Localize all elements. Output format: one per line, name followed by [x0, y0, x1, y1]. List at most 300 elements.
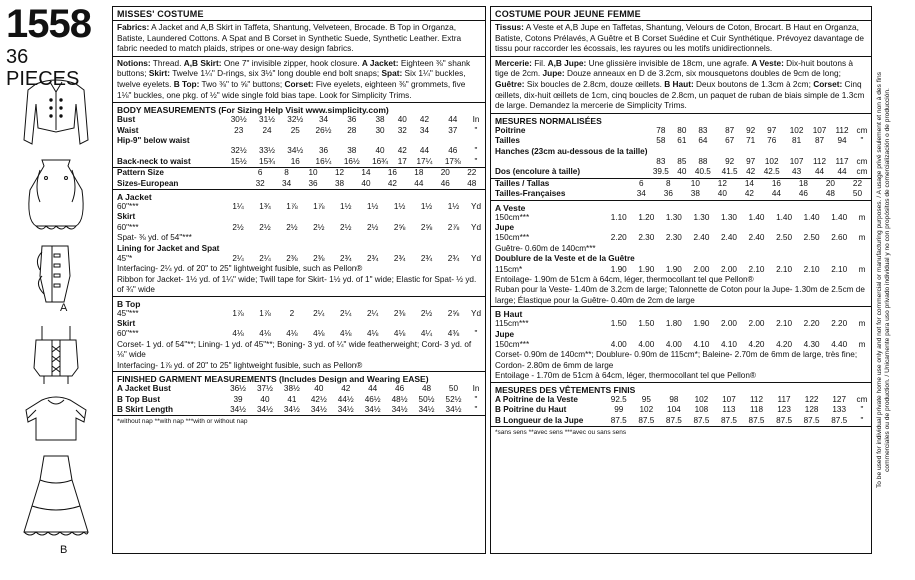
en-title: MISSES' COSTUME	[113, 7, 485, 21]
row-label: 60"***	[117, 222, 139, 232]
measure-cell: 30	[375, 125, 385, 135]
measure-cell: 1⅞	[259, 308, 271, 318]
measure-cell: 2.40	[693, 233, 710, 243]
measure-cell: 34	[636, 189, 646, 199]
measure-cell: 39	[233, 394, 243, 404]
measure-cell: 42	[397, 146, 407, 156]
pattern-header	[6, 4, 106, 564]
measure-cell: 42	[744, 189, 754, 199]
measure-cell: 1½	[393, 202, 406, 211]
measure-cell: 52½	[445, 394, 462, 404]
measure-cell: 1.20	[638, 212, 655, 222]
measure-cell: 2⅝	[393, 222, 406, 232]
unit-cell: cm	[856, 125, 868, 135]
measure-cell: 32	[255, 178, 265, 188]
measure-cell: 43	[792, 167, 802, 177]
measure-cell: 1.50	[638, 319, 655, 329]
measure-cell: 50	[448, 384, 459, 394]
measure-cell: 48	[421, 384, 432, 394]
measure-cell	[633, 223, 661, 233]
measure-cell: 2¼	[232, 254, 244, 264]
measure-cell: 34	[419, 125, 430, 135]
measure-cell	[798, 223, 826, 233]
measure-cell: 32½	[287, 115, 304, 125]
measure-cell: 2¼	[340, 308, 352, 318]
measure-row	[491, 157, 871, 167]
measure-cell: 2⅜	[286, 254, 298, 264]
measure-cell: 40	[375, 146, 385, 156]
measure-cell: 1¾	[259, 202, 271, 211]
measure-cell	[440, 319, 467, 329]
row-label: Sizes-European	[117, 178, 179, 188]
measure-cell: 2.00	[748, 319, 765, 329]
measure-cell: 128	[804, 405, 819, 415]
unit-cell: "	[860, 405, 864, 415]
measure-cell: 87.5	[638, 415, 655, 425]
measure-cell: 26½	[315, 125, 332, 135]
measure-cell	[332, 319, 359, 329]
measure-cell: 39.5	[652, 167, 669, 177]
measure-cell: 46	[798, 189, 808, 199]
en-view-a-yardage	[113, 190, 485, 297]
measure-cell: 2⅝	[447, 308, 460, 318]
measure-cell: 16	[290, 156, 300, 166]
measure-cell: 14	[744, 178, 754, 188]
measure-cell: 83	[698, 125, 708, 135]
measure-cell: 36	[318, 146, 329, 156]
unit-cell: "	[474, 394, 478, 404]
measure-cell	[366, 136, 394, 146]
row-label: Tailles-Françaises	[495, 189, 566, 199]
measure-row	[113, 395, 485, 405]
row-label: A Jacket Bust	[117, 384, 171, 394]
measure-cell: 41.5	[721, 167, 738, 177]
measure-cell: 20	[440, 168, 450, 178]
measure-cell: 4.40	[831, 340, 848, 350]
measure-cell: 81	[792, 136, 802, 146]
measure-cell: 1.90	[665, 264, 682, 274]
measure-row	[491, 319, 871, 329]
measure-cell: 1⅞	[313, 202, 325, 211]
measure-cell: 2¾	[420, 254, 433, 264]
measure-cell: 22	[852, 178, 863, 188]
measure-cell: 2½	[420, 308, 433, 318]
measure-cell: 1⅞	[286, 202, 298, 211]
en-finished-title: FINISHED GARMENT MEASUREMENTS (Includes Design and Wearing EASE)	[117, 374, 429, 385]
measure-row	[491, 395, 871, 405]
measure-cell: 2.20	[610, 233, 627, 243]
measure-cell: 36	[347, 115, 357, 125]
measure-cell: 2.00	[693, 264, 710, 274]
measure-cell: 97	[746, 156, 756, 166]
measure-cell: 34½	[257, 404, 273, 414]
measure-cell: 2¼	[259, 254, 271, 264]
measure-cell: 1.90	[693, 319, 710, 329]
fr-body-table	[491, 126, 871, 178]
unit-cell: "	[860, 415, 864, 425]
measure-cell: 18	[414, 168, 424, 178]
measure-cell: 92	[746, 125, 756, 135]
measure-cell: 67	[725, 136, 735, 146]
measure-cell: 2.50	[803, 233, 820, 243]
measure-cell: 1.40	[776, 212, 793, 222]
en-finished-table	[113, 384, 485, 415]
measure-cell: 2.10	[776, 264, 793, 274]
measure-cell: 2½	[286, 222, 298, 232]
en-ribbon: Ribbon for Jacket- 1½ yd. of 1¼" wide; Twill tape for Skirt- 1½ yd. of 1" wide; Elastic for Spat- ½ yd. of ¾" wide	[117, 274, 477, 295]
measure-cell: 85	[677, 156, 687, 166]
measure-cell: 87.5	[776, 415, 793, 425]
measure-cell: 87.5	[665, 415, 682, 425]
measure-cell: 71	[746, 136, 756, 146]
measure-cell: 2¼	[313, 308, 325, 318]
fr-title: COSTUME POUR JEUNE FEMME	[491, 7, 871, 21]
measure-cell: 112	[812, 156, 827, 166]
measure-row	[491, 405, 871, 415]
en-a-jacket-title: A Jacket	[117, 192, 152, 202]
measure-cell: 6	[639, 178, 644, 188]
measure-cell: 8	[284, 168, 289, 178]
measure-cell: 42	[341, 384, 351, 394]
measure-row	[491, 233, 871, 243]
measure-cell: 4.00	[665, 340, 682, 350]
measure-row	[491, 179, 871, 189]
measure-cell: 108	[694, 405, 709, 415]
measure-cell: 20	[825, 178, 835, 188]
measure-cell: 1.40	[803, 212, 820, 222]
measure-cell: 2¼	[366, 308, 379, 318]
fr-b-entoilage: Entoilage - 1.70m de 51cm à 64cm, léger, thermocollant tel que Pellon®	[495, 371, 756, 381]
fr-body-measurements	[491, 114, 871, 179]
measure-cell: 107	[722, 394, 736, 404]
measure-cell	[253, 136, 281, 146]
usage-notice-line-2: commerciales ou de production. / Unicamente para uso privado individual y no con propósitos de comercialización o de producción.	[884, 88, 891, 472]
fr-a-entoilage: Entoilage- 1.90m de 51cm à 64cm, léger, thermocollant tel que Pellon®	[495, 275, 754, 285]
measure-cell	[798, 330, 826, 340]
en-b-top-title: B Top	[117, 298, 141, 309]
measure-cell: 92	[725, 156, 735, 166]
measure-cell	[690, 147, 717, 157]
measure-cell: 41	[287, 394, 297, 404]
measure-cell: 25	[290, 125, 300, 135]
measure-cell: 2⅜	[313, 254, 325, 264]
measure-cell: 1.30	[693, 212, 710, 222]
view-b-illustrations	[6, 320, 106, 542]
view-a-illustrations	[6, 70, 106, 320]
measure-cell: 1.10	[610, 212, 627, 222]
fr-finished-title: MESURES DES VÊTEMENTS FINIS	[495, 384, 636, 395]
measure-cell: 34½	[310, 404, 327, 414]
fr-a-veste-title: A Veste	[495, 202, 526, 213]
measure-cell: 76	[767, 136, 777, 146]
measure-cell: 2.60	[831, 233, 848, 243]
measure-cell: 42	[746, 167, 756, 177]
row-label: Tailles / Tallas	[495, 178, 550, 188]
en-notions: Notions: Thread. A,B Skirt: One 7" invisible zipper, hook closure. A Jacket: Eighteen ⅜" shank buttons; Skirt: Twelve 1¼" D-rings, six 3½" long double end bolt snaps; Spat: Six 1¼" buckles, twelve eyelets. B Top: Two ⅜" to ⅝" buttons; Corset: Five eyelets, eighteen ⅜" grommets, five 1⅛" buckles, one pkg. of ½" wide single fold bias tape. Look for Simplicity Trims.	[113, 57, 485, 103]
measure-cell	[674, 147, 689, 157]
measure-cell	[413, 212, 440, 222]
measure-row	[113, 223, 485, 233]
row-label: Jupe	[495, 223, 515, 232]
measure-cell: 33½	[259, 146, 275, 156]
measure-cell: 31½	[259, 115, 275, 125]
view-b-label: B	[60, 544, 68, 556]
measure-cell: 4⅛	[313, 329, 325, 339]
measure-cell: 34½	[283, 404, 300, 414]
measure-cell: 46½	[364, 394, 381, 404]
measure-cell: 2¾	[447, 254, 460, 264]
measure-cell: 44	[448, 115, 458, 125]
measure-cell: 44½	[337, 394, 354, 404]
row-label: Jupe	[495, 329, 515, 339]
unit-cell	[853, 147, 871, 157]
row-label	[113, 146, 225, 156]
measure-row	[113, 179, 485, 189]
measure-cell: 2½	[313, 222, 325, 232]
measure-cell: 4.20	[748, 340, 765, 350]
measure-cell: 42	[387, 178, 397, 188]
row-label: 115cm***	[495, 319, 529, 329]
measure-row	[491, 223, 871, 233]
measure-cell: 1.90	[638, 264, 655, 274]
measure-cell	[332, 212, 359, 222]
measure-cell	[715, 330, 743, 340]
fr-ruban: Ruban pour la Veste- 1.40m de 3.2cm de large; Talonnette de Coton pour la Jupe- 1.30m de 2.5cm de large; Élastique pour la Guêtre- 0.40m de 2cm de large	[495, 285, 865, 305]
usage-notice-line-1: To be used for individual private home use only and not for commercial or manufacturing purposes. / A usage privé seulement et non à des fins	[876, 72, 883, 489]
measure-cell: 102	[639, 405, 654, 415]
en-a-jacket-table	[113, 202, 485, 233]
measure-cell: 48	[467, 178, 477, 188]
measure-row	[113, 319, 485, 329]
fr-doublure-title: Doublure de la Veste et de la Guêtre	[495, 254, 635, 264]
measure-cell: 44	[368, 384, 378, 394]
measure-cell: 4.00	[638, 340, 655, 350]
measure-cell: 44	[837, 167, 847, 177]
measure-row	[113, 329, 485, 339]
measure-cell: 44	[414, 178, 424, 188]
measure-cell: 1.40	[831, 212, 848, 222]
measure-cell: 4.20	[776, 340, 793, 350]
measure-cell: 16	[771, 178, 781, 188]
row-label: B Skirt Length	[117, 404, 173, 414]
fr-a-veste-table	[491, 213, 871, 244]
measure-cell: 32	[397, 125, 407, 135]
measure-cell: 113	[722, 405, 736, 415]
en-lining-title: Lining for Jacket and Spat	[117, 243, 220, 253]
measure-cell: 4⅛	[286, 329, 298, 339]
measure-row	[113, 157, 485, 167]
measure-row	[113, 126, 485, 136]
fr-sizes-table	[491, 179, 871, 200]
measure-cell: 36	[663, 189, 673, 199]
measure-cell: 102	[764, 156, 779, 166]
measure-cell: 133	[832, 405, 847, 415]
measure-row	[113, 202, 485, 212]
measure-cell: 4⅛	[340, 329, 352, 339]
measure-cell: 2¾	[366, 254, 379, 264]
view-a-label: A	[60, 302, 68, 314]
measure-row	[491, 136, 871, 146]
row-label: Skirt	[117, 212, 136, 222]
measure-cell: 1.30	[720, 212, 737, 222]
measure-cell: 58	[656, 136, 666, 146]
measure-cell: 34½	[391, 404, 408, 414]
measure-cell: 2.40	[720, 233, 737, 243]
unit-cell: m	[858, 264, 866, 274]
measure-cell: 37	[448, 125, 458, 135]
row-label: Back-neck to waist	[117, 156, 191, 166]
measure-cell: 34½	[337, 404, 354, 414]
measure-row	[491, 330, 871, 340]
measure-cell: 30½	[230, 115, 247, 125]
measure-cell: 44	[419, 146, 430, 156]
measure-cell: 37½	[257, 384, 273, 394]
measure-cell: 2⅞	[447, 222, 460, 232]
measure-cell: 12	[334, 168, 345, 178]
measure-cell: 16¼	[315, 156, 332, 166]
measure-cell: 4⅜	[447, 329, 460, 339]
measure-cell: 28	[347, 125, 357, 135]
measure-cell	[605, 330, 633, 340]
measure-cell	[743, 330, 771, 340]
row-label: 150cm***	[495, 212, 530, 222]
measure-cell	[440, 212, 467, 222]
unit-cell: m	[858, 233, 866, 243]
measure-cell	[716, 147, 743, 157]
measure-cell: 24	[262, 125, 272, 135]
measure-cell: 22	[467, 168, 477, 178]
measure-cell: 10	[308, 168, 318, 178]
measure-cell: 87.5	[803, 415, 820, 425]
measure-cell: 87	[814, 136, 825, 146]
measure-cell: 34½	[445, 404, 462, 414]
measure-cell: 2½	[366, 222, 379, 232]
measure-cell: 34½	[230, 404, 247, 414]
fr-finished-table	[491, 395, 871, 426]
pattern-number: 1558	[6, 2, 91, 46]
row-label: B Longueur de la Jupe	[495, 415, 584, 425]
measure-cell: 122	[804, 394, 819, 404]
en-b-top-table	[113, 309, 485, 340]
measure-cell	[252, 212, 279, 222]
row-label: Waist	[117, 125, 139, 135]
unit-cell: cm	[856, 167, 868, 177]
measure-cell: 38	[334, 178, 345, 188]
measure-cell: 2.10	[803, 264, 820, 274]
measure-cell: 16	[387, 168, 397, 178]
measure-cell	[758, 147, 785, 157]
measure-cell: 17⅜	[444, 156, 461, 166]
measure-cell: 44	[814, 167, 825, 177]
measure-cell: 14	[361, 168, 371, 178]
measure-cell: 4¼	[420, 329, 433, 339]
measure-cell: 87.5	[720, 415, 737, 425]
row-label: 150cm***	[495, 340, 530, 350]
measure-cell: 95	[641, 394, 651, 404]
measure-cell: 4.10	[720, 340, 737, 350]
measure-cell: 94	[837, 136, 847, 146]
measure-cell: 2¾	[393, 254, 406, 264]
measure-row	[113, 405, 485, 415]
row-label: 115cm*	[495, 264, 523, 274]
measure-cell: 42	[419, 115, 430, 125]
measure-cell	[305, 212, 332, 222]
unit-cell: "	[474, 404, 478, 414]
measure-cell: 10	[690, 178, 700, 188]
en-fabrics: Fabrics: A Jacket and A,B Skirt in Taffeta, Shantung, Velveteen, Brocade. B Top in Organza, Batiste, Laundered Cottons. A Spat and B Corset in Synthetic Suede, Synthetic Leather. Extra fabric needed to match plaids, stripes or one-way design fabrics.	[113, 21, 485, 57]
en-corset: Corset- 1 yd. of 54"**; Lining- 1 yd. of 45"**; Boning- 3 yd. of ¼" wide featherweight; Cord- 3 yd. of ⅛" wide	[117, 339, 472, 360]
measure-cell: 15½	[230, 156, 247, 166]
measure-row	[491, 126, 871, 136]
measure-cell: 61	[677, 136, 687, 146]
measure-cell: 112	[835, 125, 849, 135]
row-label: B Poitrine du Haut	[495, 405, 567, 415]
measure-cell	[305, 319, 332, 329]
measure-cell: 46	[448, 146, 458, 156]
measure-cell: 2.10	[776, 319, 793, 329]
measure-cell: 98	[669, 394, 679, 404]
measure-cell: 50½	[418, 394, 435, 404]
measure-cell: 99	[614, 405, 624, 415]
measure-cell: 34	[318, 115, 329, 125]
row-label: Bust	[117, 115, 136, 125]
measure-cell: 102	[789, 125, 804, 135]
en-sizes	[113, 168, 485, 190]
measure-cell: 2½	[259, 222, 271, 232]
unit-cell: "	[474, 146, 478, 156]
row-label: 45"*	[117, 254, 133, 264]
measure-cell: 46	[440, 178, 450, 188]
measure-cell	[688, 223, 716, 233]
measure-cell: 2⅜	[393, 308, 406, 318]
measure-row	[113, 115, 485, 125]
measure-cell: 4⅛	[393, 329, 406, 339]
measure-cell	[647, 147, 674, 157]
unit-cell	[467, 319, 485, 329]
measure-cell: 17¼	[416, 156, 433, 166]
measure-cell: 2.10	[748, 264, 765, 274]
measure-cell: 1.30	[665, 212, 682, 222]
unit-cell	[467, 212, 485, 222]
measure-cell: 15¾	[259, 156, 275, 166]
measure-cell: 112	[749, 394, 764, 404]
measure-row	[113, 254, 485, 264]
measure-cell	[743, 147, 758, 157]
measure-cell: 2½	[232, 222, 244, 232]
measure-cell: 16½	[343, 156, 360, 166]
unit-cell: In	[472, 384, 480, 394]
measure-row	[113, 309, 485, 319]
unit-cell: In	[472, 115, 480, 125]
measure-cell: 40	[314, 384, 324, 394]
measure-row	[491, 189, 871, 199]
measure-row	[113, 136, 485, 146]
measure-cell	[338, 136, 366, 146]
measure-cell: 104	[667, 405, 681, 415]
measure-cell: 42.5	[763, 167, 780, 177]
measure-cell: 78	[656, 125, 666, 135]
unit-cell: Yd	[470, 254, 481, 264]
measure-cell: 4.00	[610, 340, 627, 350]
fr-view-b-yardage	[491, 307, 871, 382]
measure-cell	[281, 136, 309, 146]
measure-cell	[715, 223, 743, 233]
measure-cell: 1⅞	[232, 308, 244, 318]
measure-cell	[359, 212, 386, 222]
row-label: 45"***	[117, 308, 139, 318]
measure-cell	[386, 212, 413, 222]
measure-cell: 38	[690, 189, 700, 199]
